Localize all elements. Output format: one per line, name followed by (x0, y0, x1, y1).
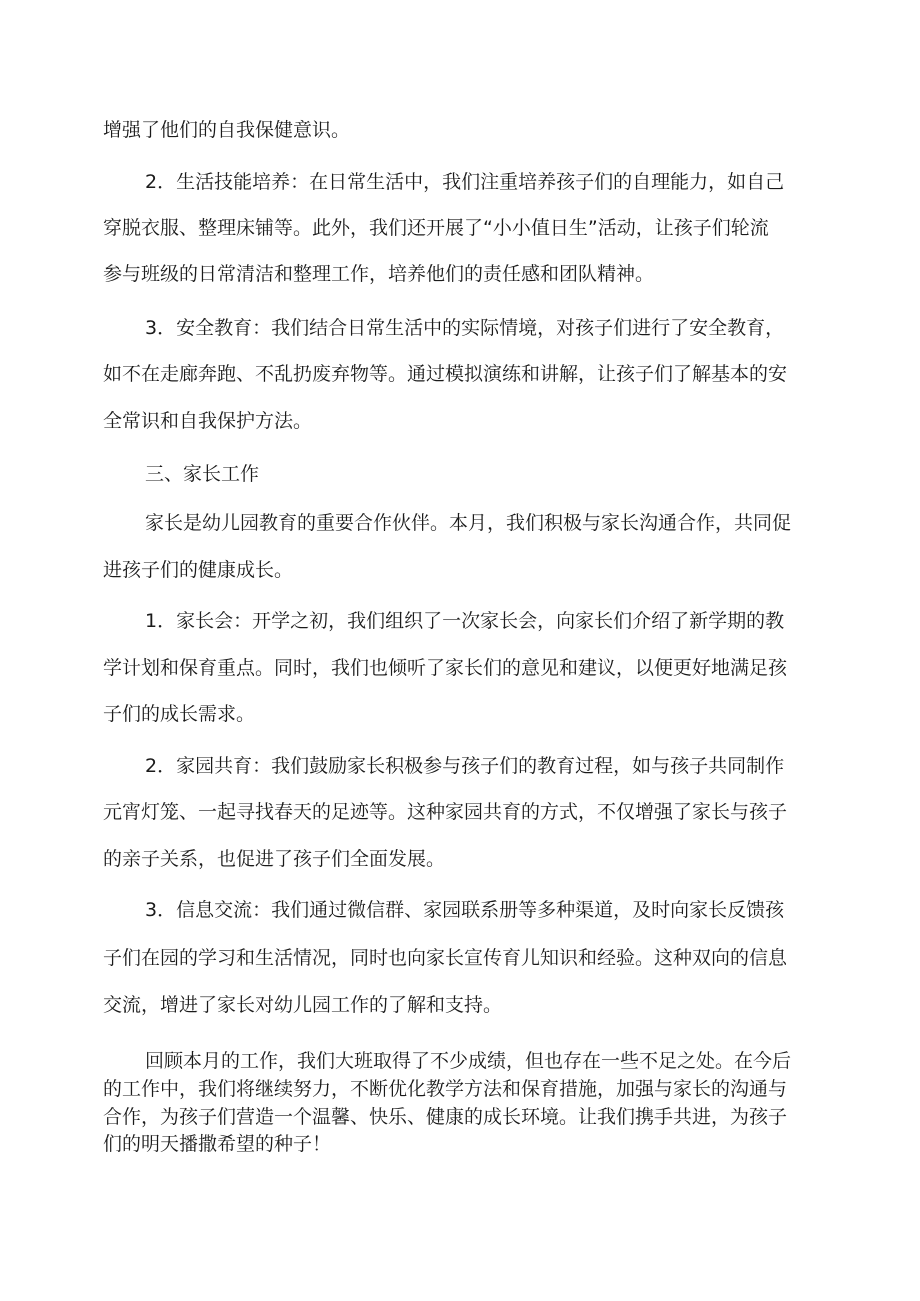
text-line: 3．信息交流：我们通过微信群、家园联系册等多种渠道，及时向家长反馈孩 (145, 899, 785, 921)
text-line: 参与班级的日常清洁和整理工作，培养他们的责任感和团队精神。 (103, 263, 655, 285)
text-line: 增强了他们的自我保健意识。 (103, 119, 351, 141)
text-line: 穿脱衣服、整理床铺等。此外，我们还开展了“小小值日生”活动，让孩子们轮流 (103, 217, 769, 239)
text-line: 3．安全教育：我们结合日常生活中的实际情境，对孩子们进行了安全教育， (145, 317, 785, 339)
text-line: 回顾本月的工作，我们大班取得了不少成绩，但也存在一些不足之处。在今后 (145, 1050, 792, 1072)
text-line: 进孩子们的健康成长。 (103, 559, 294, 581)
text-line: 子们的成长需求。 (103, 703, 256, 725)
text-line: 2．生活技能培养：在日常生活中，我们注重培养孩子们的自理能力，如自己 (145, 171, 785, 193)
text-line: 元宵灯笼、一起寻找春天的足迹等。这种家园共育的方式，不仅增强了家长与孩子 (103, 801, 788, 823)
text-line: 们的明天播撒希望的种子！ (103, 1133, 332, 1155)
text-line: 1．家长会：开学之初，我们组织了一次家长会，向家长们介绍了新学期的教 (145, 610, 785, 632)
text-line: 交流，增进了家长对幼儿园工作的了解和支持。 (103, 994, 503, 1016)
text-line: 的工作中，我们将继续努力，不断优化教学方法和保育措施，加强与家长的沟通与 (103, 1078, 788, 1100)
section-heading: 三、家长工作 (145, 463, 260, 485)
text-line: 2．家园共育：我们鼓励家长积极参与孩子们的教育过程，如与孩子共同制作 (145, 755, 785, 777)
text-line: 学计划和保育重点。同时，我们也倾听了家长们的意见和建议，以便更好地满足孩 (103, 657, 788, 679)
text-line: 的亲子关系，也促进了孩子们全面发展。 (103, 848, 446, 870)
text-line: 如不在走廊奔跑、不乱扔废弃物等。通过模拟演练和讲解，让孩子们了解基本的安 (103, 363, 788, 385)
text-line: 全常识和自我保护方法。 (103, 410, 313, 432)
text-line: 合作，为孩子们营造一个温馨、快乐、健康的成长环境。让我们携手共进，为孩子 (103, 1106, 788, 1128)
text-line: 子们在园的学习和生活情况，同时也向家长宣传育儿知识和经验。这种双向的信息 (103, 947, 788, 969)
text-line: 家长是幼儿园教育的重要合作伙伴。本月，我们积极与家长沟通合作，共同促 (145, 512, 792, 534)
